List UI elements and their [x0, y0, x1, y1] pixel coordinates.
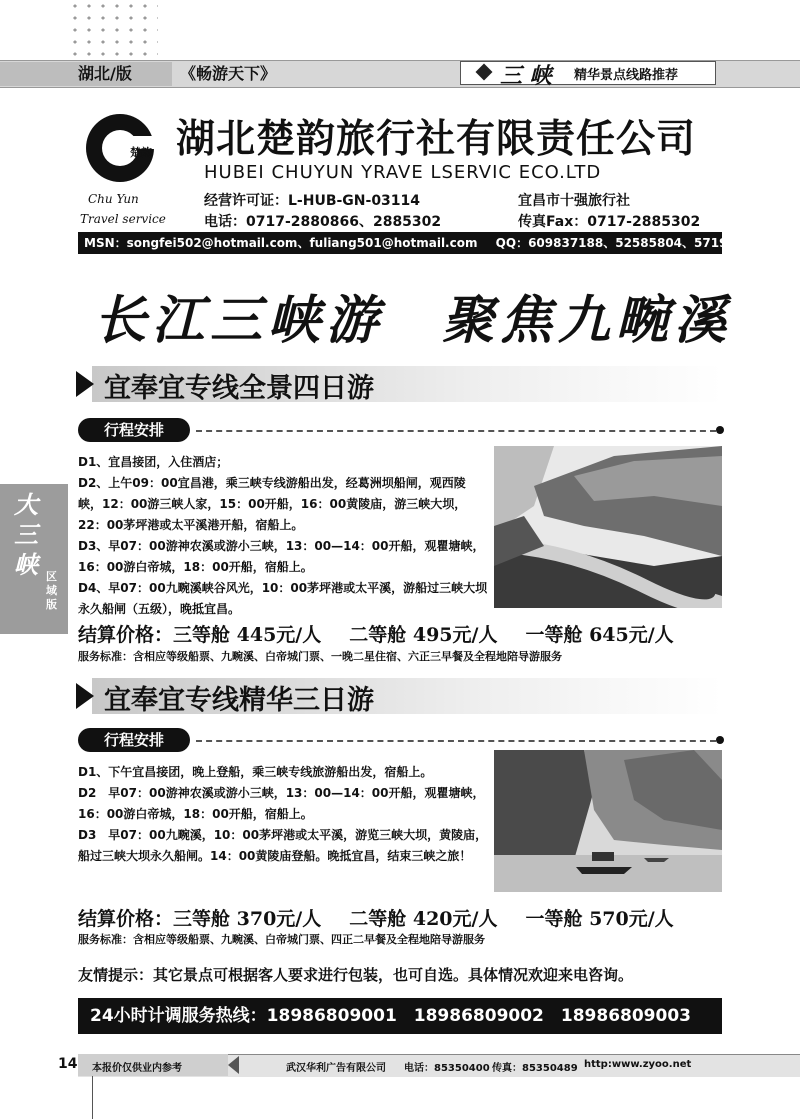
agency-rank: 宜昌市十强旅行社 [518, 193, 630, 209]
tour2-itinerary [78, 762, 488, 867]
divider-end [716, 736, 724, 744]
route-subtitle: 精华景点线路推荐 [574, 68, 679, 83]
tour2-title: 宜奉宜专线精华三日游 [104, 685, 374, 716]
license-number: 经营许可证：L-HUB-GN-03114 [204, 193, 421, 209]
footer-note: 本报价仅供业内参考 [92, 1063, 182, 1074]
side-tab-title: 大三峡 [14, 490, 38, 579]
page-number: 14 [58, 1056, 78, 1072]
qq-contacts: QQ：609837188、52585804、571984 [495, 236, 745, 250]
price-second-class: 二等舱 420元/人 [349, 908, 498, 930]
price-third-class: 三等舱 445元/人 [173, 624, 322, 646]
itinerary-day: D2 早07：00游神农溪或游小三峡，13：00—14：00开船，观瞿塘峡，16：00游白帝城，18：00开船，宿船上。 [78, 786, 485, 821]
phone-numbers: 电话：0717-2880866、2885302 [204, 214, 442, 230]
tour1-title: 宜奉宜专线全景四日游 [104, 373, 374, 404]
footer-url[interactable]: http:www.zyoo.net [584, 1059, 692, 1070]
price-first-class: 一等舱 645元/人 [525, 624, 674, 646]
msn-contacts: MSN：songfei502@hotmail.com、fuliang501@hotmail.com [84, 236, 478, 250]
itinerary-day: D1、下午宜昌接团，晚上登船，乘三峡专线旅游船出发，宿船上。 [78, 765, 433, 779]
itinerary-day: D2、上午09：00宜昌港，乘三峡专线游船出发，经葛洲坝船闸，观西陵峡，12：00游三峡人家，15：00开船，16：00黄陵庙，游三峡大坝，22：00茅坪港或太平溪港开船，宿船上。 [78, 476, 467, 532]
contact-bar [78, 232, 745, 254]
company-name-en: HUBEI CHUYUN YRAVE LSERVIC ECO.LTD [204, 162, 602, 183]
footer-fax: 传真：85350489 [492, 1063, 578, 1074]
tour2-price-row [78, 904, 674, 931]
price-label: 结算价格： [78, 624, 174, 646]
chevron-left-icon [228, 1056, 239, 1074]
itinerary-day: D4、早07：00九畹溪峡谷风光，10：00茅坪港或太平溪，游船过三峡大坝永久船闸（五级），晚抵宜昌。 [78, 581, 488, 616]
tour1-schedule-label: 行程安排 [78, 418, 190, 442]
tour1-service: 服务标准：含相应等级船票、九畹溪、白帝城门票、一晚二星住宿、六正三早餐及全程地陪导游服务 [78, 650, 562, 663]
itinerary-day: D1、宜昌接团，入住酒店； [78, 455, 229, 469]
edition-label: 湖北/版 [0, 62, 172, 86]
decorative-dot-grid [68, 0, 158, 56]
footer-agency: 武汉华利广告有限公司 [286, 1063, 386, 1074]
fax-number: 传真Fax：0717-2885302 [518, 214, 701, 230]
footer-phone: 电话：85350400 [404, 1063, 490, 1074]
price-second-class: 二等舱 495元/人 [349, 624, 498, 646]
friendly-tips: 友情提示：其它景点可根据客人要求进行包装，也可自选。具体情况欢迎来电咨询。 [78, 966, 634, 984]
service-hotline: 24小时计调服务热线：18986809001 18986809002 18986809003 [78, 998, 722, 1034]
company-name-cn: 湖北楚韵旅行社有限责任公司 [176, 117, 697, 162]
price-third-class: 三等舱 370元/人 [173, 908, 322, 930]
logo-text-cn: 楚韵 [130, 146, 152, 159]
logo-text-en-service: Travel service [80, 212, 166, 226]
itinerary-day: D3 早07：00九畹溪，10：00茅坪港或太平溪，游览三峡大坝，黄陵庙，船过三峡大坝永久船闸。14：00黄陵庙登船。晚抵宜昌，结束三峡之旅！ [78, 828, 488, 863]
route-title: 三 峡 [500, 63, 552, 89]
price-first-class: 一等舱 570元/人 [525, 908, 674, 930]
company-logo [82, 110, 158, 186]
tour2-service: 服务标准：含相应等级船票、九畹溪、白帝城门票、四正二早餐及全程地陪导游服务 [78, 933, 485, 946]
side-tab-subtitle: 区域版 [46, 570, 57, 611]
triangle-icon [76, 683, 94, 709]
tour2-schedule-label: 行程安排 [78, 728, 190, 752]
slogan: 长江三峡游 聚焦九畹溪 [94, 290, 733, 351]
divider [196, 740, 716, 742]
footer-divider [92, 1076, 93, 1119]
three-gorges-photo [494, 446, 722, 608]
itinerary-day: D3、早07：00游神农溪或游小三峡，13：00—14：00开船，观瞿塘峡，16：00游白帝城，18：00开船，宿船上。 [78, 539, 485, 574]
triangle-icon [76, 371, 94, 397]
jiuwanxi-photo [494, 750, 722, 892]
tour1-itinerary [78, 452, 488, 620]
tour1-price-row [78, 620, 674, 647]
column-title: 《畅游天下》 [180, 64, 277, 83]
logo-text-en: Chu Yun [88, 192, 139, 206]
divider [196, 430, 716, 432]
price-label: 结算价格： [78, 908, 174, 930]
divider-end [716, 426, 724, 434]
